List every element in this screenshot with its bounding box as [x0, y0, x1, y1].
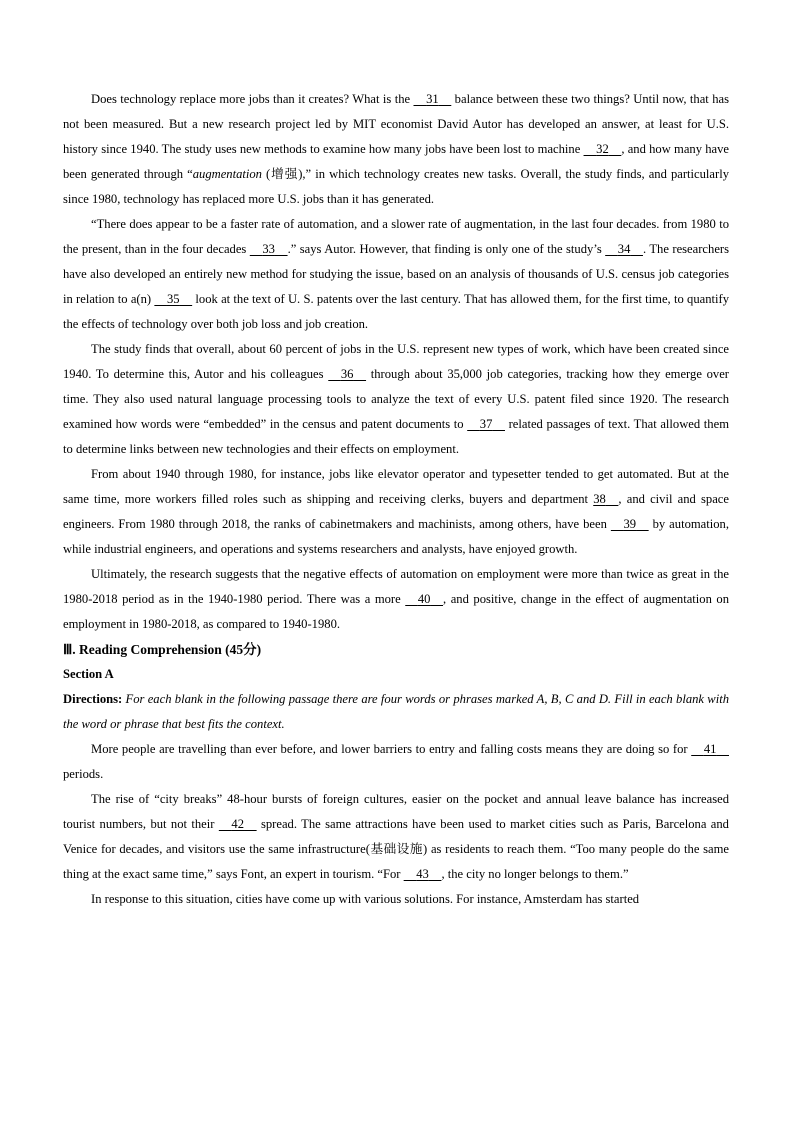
text: periods.	[63, 767, 104, 781]
text: through about 35,000 job categories, tracking how they emerge over time. They also used natural language processing tools to analyze the text of every U.S. patent filed since 1920. The research examined how words were “embedded” in the census and patent documents to	[63, 367, 729, 431]
text: spread. The same attractions have been used to market cities such as Paris, Barcelona and Venice for decades, and visitors use the same infrastructure(基础设施) as residents to reach them. “Too many people do the same thing at the exact same time,” says Font, an expert in tourism. “For	[63, 817, 729, 881]
text: In response to this situation, cities have come up with various solutions. For instance, Amsterdam has started	[91, 892, 640, 906]
text: Does technology replace more jobs than it creates? What is the	[91, 92, 414, 106]
text: , the city no longer belongs to them.”	[441, 867, 629, 881]
blank-40: 40	[417, 592, 431, 606]
blank-41: 41	[703, 742, 717, 756]
cloze-paragraph-5	[63, 562, 729, 637]
text: . The researchers have also developed an entirely new method for studying the issue, based on an analysis of thousands of U.S. census job categories in relation to a(n)	[63, 242, 730, 306]
blank-34: 34	[617, 242, 631, 256]
text: , and how many have been generated through “	[63, 142, 729, 181]
text: The rise of “city breaks” 48-hour bursts of foreign cultures, easier on the pocket and annual leave balance has increased tourist numbers, but not their	[63, 792, 729, 831]
cloze-paragraph-4	[63, 462, 729, 562]
text: From about 1940 through 1980, for instance, jobs like elevator operator and typesetter tended to get automated. But at the same time, more workers filled roles such as shipping and receiving clerks, buyers and department	[63, 467, 729, 506]
passage-a-paragraph-3	[63, 887, 729, 912]
cloze-paragraph-3	[63, 337, 729, 462]
directions	[63, 687, 729, 737]
directions-text: For each blank in the following passage there are four words or phrases marked A, B, C and D. Fill in each blank with the word or phrase that best fits the context.	[63, 692, 729, 731]
passage-a-paragraph-2	[63, 787, 729, 887]
text: , and positive, change in the effect of augmentation on employment in 1980-2018, as compared to 1940-1980.	[63, 592, 729, 631]
blank-43: 43	[416, 867, 429, 881]
blank-35: 35	[166, 292, 180, 306]
text: More people are travelling than ever before, and lower barriers to entry and falling costs means they are doing so for	[91, 742, 692, 756]
text: by automation, while industrial engineers, and operations and systems researchers and analysts, have enjoyed growth.	[63, 517, 729, 556]
text: (增强),” in which technology creates new tasks. Overall, the study finds, and particularly since 1980, technology has replaced more U.S. jobs than it has generated.	[63, 167, 729, 206]
text: .” says Autor. However, that finding is only one of the study’s	[287, 242, 606, 256]
cloze-paragraph-1	[63, 87, 729, 212]
text: balance between these two things? Until now, that has not been measured. But a new research project led by MIT economist David Autor has developed an answer, at least for U.S. history since 1940. The study uses new methods to examine how many jobs have been lost to machine	[63, 92, 729, 156]
blank-38: 38	[593, 492, 606, 506]
blank-39: 39	[623, 517, 637, 531]
text: The study finds that overall, about 60 percent of jobs in the U.S. represent new types of work, which have been created since 1940. To determine this, Autor and his colleagues	[63, 342, 729, 381]
section-title: Ⅲ. Reading Comprehension (45分)	[63, 642, 262, 657]
section-subtitle: Section A	[63, 667, 114, 681]
text: , and civil and space engineers. From 1980 through 2018, the ranks of cabinetmakers and machinists, among others, have been	[63, 492, 729, 531]
text: “There does appear to be a faster rate of automation, and a slower rate of augmentation, in the last four decades. from 1980 to the present, than in the four decades	[63, 217, 729, 256]
cloze-paragraph-2	[63, 212, 729, 337]
blank-33: 33	[262, 242, 275, 256]
document-page	[63, 87, 729, 912]
blank-32: 32	[596, 142, 609, 156]
blank-31: 31	[426, 92, 439, 106]
blank-37: 37	[479, 417, 493, 431]
italic-term: augmentation	[192, 167, 262, 181]
text: look at the text of U. S. patents over the last century. That has allowed them, for the first time, to quantify the effects of technology over both job loss and job creation.	[63, 292, 729, 331]
text: Ultimately, the research suggests that the negative effects of automation on employment were more than twice as great in the 1980-2018 period as in the 1940-1980 period. There was a more	[63, 567, 729, 606]
blank-36: 36	[340, 367, 354, 381]
directions-label: Directions:	[63, 692, 123, 706]
passage-a-paragraph-1	[63, 737, 729, 787]
blank-42: 42	[231, 817, 245, 831]
text: related passages of text. That allowed them to determine links between new technologies and their effects on employment.	[63, 417, 729, 456]
